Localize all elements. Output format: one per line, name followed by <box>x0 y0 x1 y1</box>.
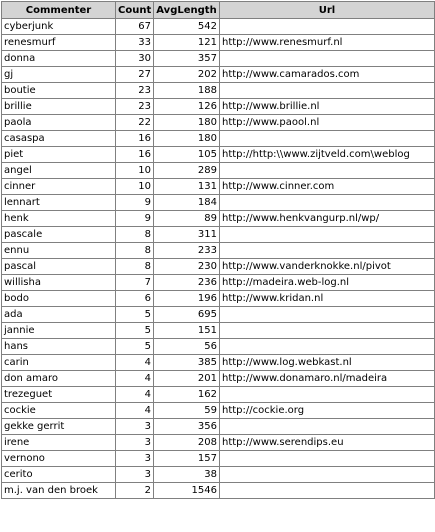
count-cell: 4 <box>116 355 154 371</box>
avglength-cell: 162 <box>154 387 220 403</box>
count-cell: 33 <box>116 35 154 51</box>
avglength-cell: 59 <box>154 403 220 419</box>
column-header-avglength[interactable]: AvgLength <box>154 2 220 19</box>
commenter-cell: bodo <box>2 291 116 307</box>
url-cell[interactable]: http://www.cinner.com <box>220 179 435 195</box>
table-row <box>2 147 435 163</box>
count-cell: 8 <box>116 227 154 243</box>
url-cell[interactable]: http://www.renesmurf.nl <box>220 35 435 51</box>
count-cell: 4 <box>116 371 154 387</box>
avglength-cell: 184 <box>154 195 220 211</box>
commenter-cell: gj <box>2 67 116 83</box>
commenter-cell: paola <box>2 115 116 131</box>
avglength-cell: 157 <box>154 451 220 467</box>
count-cell: 4 <box>116 387 154 403</box>
table-row <box>2 275 435 291</box>
commenter-cell: jannie <box>2 323 116 339</box>
table-row <box>2 355 435 371</box>
commenter-cell: cinner <box>2 179 116 195</box>
table-row <box>2 179 435 195</box>
count-cell: 3 <box>116 419 154 435</box>
table-row <box>2 259 435 275</box>
url-cell <box>220 467 435 483</box>
url-cell[interactable]: http://www.serendips.eu <box>220 435 435 451</box>
avglength-cell: 1546 <box>154 483 220 499</box>
avglength-cell: 201 <box>154 371 220 387</box>
table-row <box>2 211 435 227</box>
table-row <box>2 467 435 483</box>
count-cell: 30 <box>116 51 154 67</box>
url-cell[interactable]: http://www.kridan.nl <box>220 291 435 307</box>
commenter-cell: ada <box>2 307 116 323</box>
url-cell <box>220 419 435 435</box>
avglength-cell: 180 <box>154 131 220 147</box>
table-row <box>2 67 435 83</box>
avglength-cell: 356 <box>154 419 220 435</box>
avglength-cell: 126 <box>154 99 220 115</box>
url-cell[interactable]: http://cockie.org <box>220 403 435 419</box>
count-cell: 10 <box>116 179 154 195</box>
commenter-cell: brillie <box>2 99 116 115</box>
commenter-cell: gekke gerrit <box>2 419 116 435</box>
table-row <box>2 99 435 115</box>
commenter-cell: casaspa <box>2 131 116 147</box>
avglength-cell: 289 <box>154 163 220 179</box>
avglength-cell: 233 <box>154 243 220 259</box>
table-row <box>2 387 435 403</box>
url-cell <box>220 195 435 211</box>
url-cell[interactable]: http://www.vanderknokke.nl/pivot <box>220 259 435 275</box>
table-row <box>2 163 435 179</box>
avglength-cell: 311 <box>154 227 220 243</box>
commenter-cell: ennu <box>2 243 116 259</box>
url-cell <box>220 243 435 259</box>
count-cell: 23 <box>116 83 154 99</box>
count-cell: 3 <box>116 467 154 483</box>
header-row <box>2 2 435 19</box>
table-row <box>2 403 435 419</box>
column-header-commenter[interactable]: Commenter <box>2 2 116 19</box>
count-cell: 16 <box>116 131 154 147</box>
count-cell: 4 <box>116 403 154 419</box>
commenter-cell: hans <box>2 339 116 355</box>
avglength-cell: 151 <box>154 323 220 339</box>
column-header-url[interactable]: Url <box>220 2 435 19</box>
table-row <box>2 339 435 355</box>
count-cell: 67 <box>116 19 154 35</box>
count-cell: 9 <box>116 211 154 227</box>
avglength-cell: 202 <box>154 67 220 83</box>
table-row <box>2 419 435 435</box>
count-cell: 2 <box>116 483 154 499</box>
commenter-cell: donna <box>2 51 116 67</box>
url-cell[interactable]: http://www.camarados.com <box>220 67 435 83</box>
count-cell: 5 <box>116 323 154 339</box>
count-cell: 23 <box>116 99 154 115</box>
count-cell: 8 <box>116 243 154 259</box>
url-cell <box>220 51 435 67</box>
table-row <box>2 291 435 307</box>
commenter-cell: irene <box>2 435 116 451</box>
url-cell[interactable]: http://www.log.webkast.nl <box>220 355 435 371</box>
commenter-cell: vernono <box>2 451 116 467</box>
avglength-cell: 695 <box>154 307 220 323</box>
url-cell <box>220 131 435 147</box>
avglength-cell: 357 <box>154 51 220 67</box>
commenter-cell: cockie <box>2 403 116 419</box>
commenter-cell: lennart <box>2 195 116 211</box>
count-cell: 22 <box>116 115 154 131</box>
avglength-cell: 131 <box>154 179 220 195</box>
count-cell: 5 <box>116 307 154 323</box>
commenter-cell: m.j. van den broek <box>2 483 116 499</box>
commenter-cell: cyberjunk <box>2 19 116 35</box>
table-row <box>2 35 435 51</box>
url-cell <box>220 307 435 323</box>
table-body <box>2 19 435 499</box>
table-row <box>2 323 435 339</box>
commenter-cell: willisha <box>2 275 116 291</box>
avglength-cell: 56 <box>154 339 220 355</box>
table-row <box>2 195 435 211</box>
table-row <box>2 451 435 467</box>
url-cell <box>220 339 435 355</box>
count-cell: 3 <box>116 435 154 451</box>
url-cell[interactable]: http://www.donamaro.nl/madeira <box>220 371 435 387</box>
count-cell: 6 <box>116 291 154 307</box>
avglength-cell: 105 <box>154 147 220 163</box>
avglength-cell: 38 <box>154 467 220 483</box>
table-row <box>2 243 435 259</box>
table-row <box>2 19 435 35</box>
count-cell: 16 <box>116 147 154 163</box>
commenter-cell: pascal <box>2 259 116 275</box>
avglength-cell: 196 <box>154 291 220 307</box>
table-row <box>2 131 435 147</box>
url-cell <box>220 323 435 339</box>
table-row <box>2 371 435 387</box>
avglength-cell: 385 <box>154 355 220 371</box>
column-header-count[interactable]: Count <box>116 2 154 19</box>
commenter-cell: boutie <box>2 83 116 99</box>
commenter-cell: piet <box>2 147 116 163</box>
url-cell <box>220 163 435 179</box>
avglength-cell: 121 <box>154 35 220 51</box>
commenter-cell: carin <box>2 355 116 371</box>
avglength-cell: 89 <box>154 211 220 227</box>
avglength-cell: 208 <box>154 435 220 451</box>
commenters-table <box>1 1 435 499</box>
count-cell: 10 <box>116 163 154 179</box>
url-cell[interactable]: http://madeira.web-log.nl <box>220 275 435 291</box>
count-cell: 3 <box>116 451 154 467</box>
table-row <box>2 115 435 131</box>
table-row <box>2 83 435 99</box>
commenter-cell: cerito <box>2 467 116 483</box>
url-cell[interactable]: http://www.henkvangurp.nl/wp/ <box>220 211 435 227</box>
avglength-cell: 180 <box>154 115 220 131</box>
count-cell: 9 <box>116 195 154 211</box>
commenter-cell: trezeguet <box>2 387 116 403</box>
url-cell[interactable]: http://www.paool.nl <box>220 115 435 131</box>
table-row <box>2 51 435 67</box>
url-cell[interactable]: http://http:\\www.zijtveld.com\weblog <box>220 147 435 163</box>
url-cell <box>220 483 435 499</box>
count-cell: 8 <box>116 259 154 275</box>
commenter-cell: don amaro <box>2 371 116 387</box>
url-cell <box>220 83 435 99</box>
url-cell <box>220 451 435 467</box>
table-row <box>2 307 435 323</box>
table-row <box>2 227 435 243</box>
avglength-cell: 188 <box>154 83 220 99</box>
url-cell[interactable]: http://www.brillie.nl <box>220 99 435 115</box>
count-cell: 7 <box>116 275 154 291</box>
avglength-cell: 236 <box>154 275 220 291</box>
avglength-cell: 542 <box>154 19 220 35</box>
avglength-cell: 230 <box>154 259 220 275</box>
table-row <box>2 435 435 451</box>
commenter-cell: angel <box>2 163 116 179</box>
count-cell: 27 <box>116 67 154 83</box>
commenter-cell: renesmurf <box>2 35 116 51</box>
table-row <box>2 483 435 499</box>
url-cell <box>220 227 435 243</box>
count-cell: 5 <box>116 339 154 355</box>
url-cell <box>220 19 435 35</box>
url-cell <box>220 387 435 403</box>
commenter-cell: henk <box>2 211 116 227</box>
commenter-cell: pascale <box>2 227 116 243</box>
